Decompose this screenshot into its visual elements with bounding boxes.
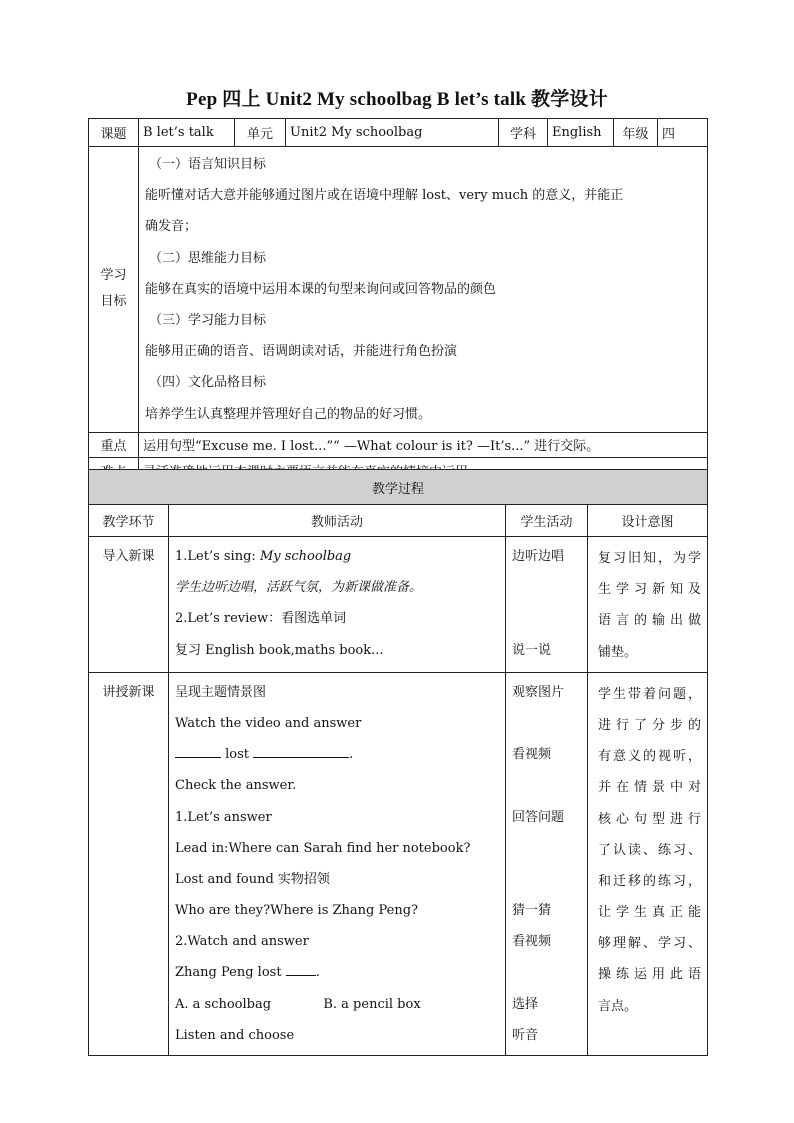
unit-value: Unit2 My schoolbag xyxy=(286,119,499,147)
topic-label: 课题 xyxy=(89,119,139,147)
new-student-line: 看视频 xyxy=(512,934,552,950)
column-header-student: 学生活动 xyxy=(506,505,588,537)
intro-purpose-line: 语言的输出做 xyxy=(598,613,702,629)
new-student-line: 猜一猜 xyxy=(512,903,552,919)
page-title: Pep 四上 Unit2 My schoolbag B let’s talk 教学设计 xyxy=(186,89,608,110)
new-teacher-line: Zhang Peng lost xyxy=(175,965,282,981)
answer-blank xyxy=(286,963,316,976)
grade-label: 年级 xyxy=(614,119,658,147)
fill-blank-line: lost . xyxy=(175,739,501,770)
intro-student-activity xyxy=(506,537,588,673)
answer-blank xyxy=(175,745,221,758)
intro-purpose xyxy=(588,537,708,673)
new-purpose-line: 有意义的视听， xyxy=(598,749,702,765)
goals-label-line-1: 学习 xyxy=(100,268,127,284)
new-purpose-line: 够理解、学习、 xyxy=(598,936,702,952)
answer-blank xyxy=(253,745,349,758)
subject-value: English xyxy=(548,119,614,147)
grade-value: 四 xyxy=(658,119,708,147)
process-heading: 教学过程 xyxy=(89,470,708,505)
new-teacher-line: Check the answer. xyxy=(175,778,297,794)
new-student-activity xyxy=(506,672,588,1055)
intro-student-line: 边听边唱 xyxy=(512,549,565,564)
new-purpose-line: 了认读、练习、 xyxy=(598,842,702,858)
goal-text: 能听懂对话大意并能够通过图片或在语境中理解 lost、very much 的意义，并能正 xyxy=(145,188,624,204)
new-purpose xyxy=(588,672,708,1055)
column-header-teacher: 教师活动 xyxy=(169,505,506,537)
goals-content xyxy=(139,147,708,433)
new-teacher-line: 1.Let’s answer xyxy=(175,809,272,825)
new-purpose-line: 学生带着问题， xyxy=(598,686,702,702)
stage-intro: 导入新课 xyxy=(89,537,169,673)
intro-teacher-line: 复习 English book,maths book... xyxy=(175,642,384,658)
new-purpose-line: 让学生真正能 xyxy=(598,905,702,921)
intro-purpose-line: 复习旧知，为学 xyxy=(598,551,702,566)
choice-a: A. a schoolbag xyxy=(175,996,272,1012)
new-teacher-line: lost xyxy=(225,747,250,763)
new-purpose-line: 言点。 xyxy=(598,998,638,1014)
column-header-stage: 教学环节 xyxy=(89,505,169,537)
topic-value: B let’s talk xyxy=(139,119,235,147)
intro-purpose-line: 生学习新知及 xyxy=(598,582,702,598)
new-student-line: 看视频 xyxy=(512,747,552,763)
new-teacher-line: Lost and found 实物招领 xyxy=(175,871,330,887)
intro-student-line: 说一说 xyxy=(512,642,552,658)
lesson-info-table xyxy=(88,118,708,484)
new-teacher-line: Lead in:Where can Sarah find her notebook? xyxy=(175,840,471,856)
new-student-line: 回答问题 xyxy=(512,809,565,825)
stage-new-lesson: 讲授新课 xyxy=(89,672,169,1055)
new-teacher-line: 2.Watch and answer xyxy=(175,934,309,950)
goal-text: 确发音； xyxy=(145,219,198,235)
new-purpose-line: 并在情景中对 xyxy=(598,780,702,796)
key-point-text: 运用句型“Excuse me. I lost...”“ —What colour is it? —It’s...” 进行交际。 xyxy=(139,432,708,457)
subject-label: 学科 xyxy=(499,119,548,147)
song-title: My schoolbag xyxy=(259,549,352,564)
teaching-process-table xyxy=(88,469,708,1056)
goal-text: 能够在真实的语境中运用本课的句型来询问或回答物品的颜色 xyxy=(145,281,497,297)
new-teacher-line: Listen and choose xyxy=(175,1027,295,1043)
goals-label-line-2: 目标 xyxy=(100,294,127,310)
new-student-line: 听音 xyxy=(512,1027,539,1043)
new-teacher-line: Watch the video and answer xyxy=(175,715,362,731)
choice-line xyxy=(175,989,501,1020)
new-purpose-line: 核心句型进行 xyxy=(598,811,702,827)
intro-teacher-line: 学生边听边唱，活跃气氛，为新课做准备。 xyxy=(175,580,423,596)
goal-heading: （三）学习能力目标 xyxy=(149,312,267,328)
goal-heading: （二）思维能力目标 xyxy=(149,250,267,266)
column-header-purpose: 设计意图 xyxy=(588,505,708,537)
new-teacher-activity xyxy=(169,672,506,1055)
unit-label: 单元 xyxy=(235,119,286,147)
goal-heading: （四）文化品格目标 xyxy=(149,375,267,391)
new-purpose-line: 操练运用此语 xyxy=(598,967,702,983)
new-teacher-line: 呈现主题情景图 xyxy=(175,684,267,700)
goal-text: 培养学生认真整理并管理好自己的物品的好习惯。 xyxy=(145,406,432,422)
new-purpose-line: 进行了分步的 xyxy=(598,717,702,733)
intro-teacher-line: 2.Let’s review：看图选单词 xyxy=(175,611,347,627)
fill-blank-line: Zhang Peng lost . xyxy=(175,965,320,981)
intro-teacher-line: 1.Let’s sing: xyxy=(175,549,256,564)
goals-label xyxy=(89,147,139,433)
choice-b: B. a pencil box xyxy=(323,996,421,1012)
goal-heading: （一）语言知识目标 xyxy=(149,157,267,172)
new-purpose-line: 和迁移的练习， xyxy=(598,873,702,889)
new-student-line: 选择 xyxy=(512,996,539,1012)
new-teacher-line: Who are they?Where is Zhang Peng? xyxy=(175,903,419,919)
goal-text: 能够用正确的语音、语调朗读对话，并能进行角色扮演 xyxy=(145,344,458,360)
new-student-line: 观察图片 xyxy=(512,684,565,700)
intro-teacher-activity xyxy=(169,537,506,673)
key-point-label: 重点 xyxy=(89,432,139,457)
intro-purpose-line: 铺垫。 xyxy=(598,644,638,660)
